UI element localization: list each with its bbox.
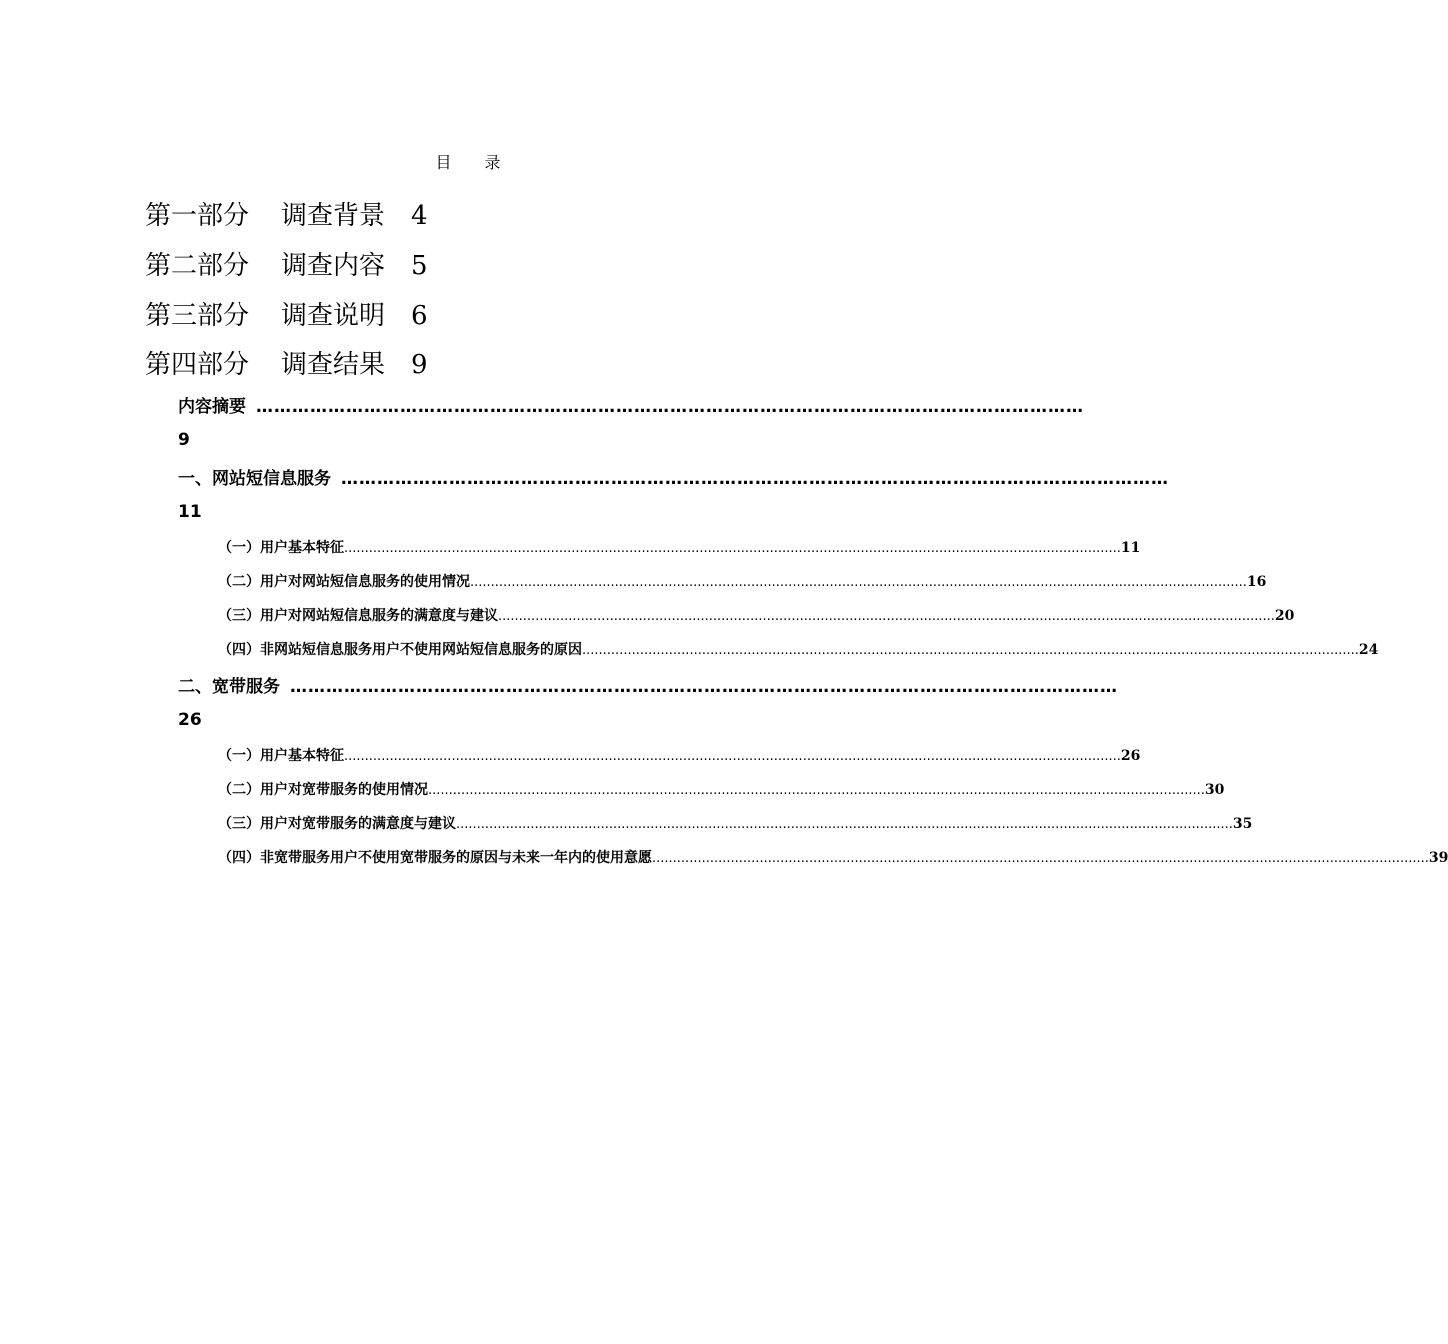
toc-part-4[interactable]: [145, 349, 428, 381]
leader-dots: ............................................................................................................................................................................................: [456, 817, 1233, 832]
toc-part-2[interactable]: [145, 250, 428, 282]
toc-part-1[interactable]: [145, 200, 428, 232]
leader-dots: ............................................................................................................................................................................................: [498, 609, 1275, 624]
entry-label: （二）用户对宽带服务的使用情况: [218, 782, 428, 798]
part-name: 第三部分: [145, 301, 250, 331]
toc-entry[interactable]: [218, 847, 1448, 867]
entry-page: 26: [1120, 748, 1141, 764]
leader-dots: …………………………………………………………………………………………………………………………: [341, 469, 1169, 489]
entry-page: 11: [1120, 540, 1141, 556]
entry-label: （一）用户基本特征: [218, 540, 344, 556]
part-page: 6: [411, 301, 428, 331]
toc-section-2[interactable]: [178, 672, 1118, 697]
summary-label: 内容摘要: [178, 397, 246, 417]
leader-dots: …………………………………………………………………………………………………………………………: [256, 397, 1084, 417]
leader-dots: ............................................................................................................................................................................................: [428, 783, 1205, 798]
part-topic: 调查结果: [281, 350, 386, 380]
section-page: 26: [178, 710, 202, 730]
entry-label: （三）用户对宽带服务的满意度与建议: [218, 816, 456, 832]
toc-entry[interactable]: [218, 745, 1141, 765]
part-topic: 调查背景: [281, 201, 386, 231]
entry-label: （四）非宽带服务用户不使用宽带服务的原因与未来一年内的使用意愿: [218, 850, 652, 866]
toc-title: 目 录: [435, 153, 515, 172]
entry-label: （三）用户对网站短信息服务的满意度与建议: [218, 608, 498, 624]
entry-page: 20: [1274, 608, 1295, 624]
entry-label: （二）用户对网站短信息服务的使用情况: [218, 574, 470, 590]
section-label: 一、网站短信息服务: [178, 469, 331, 489]
leader-dots: ............................................................................................................................................................................................: [344, 541, 1121, 556]
leader-dots: ............................................................................................................................................................................................: [470, 575, 1247, 590]
entry-page: 24: [1358, 642, 1379, 658]
toc-part-3[interactable]: [145, 300, 428, 332]
entry-label: （一）用户基本特征: [218, 748, 344, 764]
toc-entry[interactable]: [218, 571, 1267, 591]
entry-page: 39: [1428, 850, 1448, 866]
toc-entry[interactable]: [218, 605, 1295, 625]
part-topic: 调查说明: [281, 301, 386, 331]
section-label: 二、宽带服务: [178, 677, 280, 697]
part-page: 4: [411, 201, 428, 231]
leader-dots: …………………………………………………………………………………………………………………………: [290, 677, 1118, 697]
entry-page: 30: [1204, 782, 1225, 798]
toc-entry[interactable]: [218, 779, 1225, 799]
leader-dots: ............................................................................................................................................................................................: [582, 643, 1359, 658]
part-name: 第四部分: [145, 350, 250, 380]
section-page: 11: [178, 502, 202, 522]
entry-page: 16: [1246, 574, 1267, 590]
toc-summary[interactable]: [178, 392, 1084, 417]
part-page: 5: [411, 251, 428, 281]
leader-dots: ............................................................................................................................................................................................: [652, 851, 1429, 866]
part-name: 第二部分: [145, 251, 250, 281]
part-page: 9: [411, 350, 428, 380]
leader-dots: ............................................................................................................................................................................................: [344, 749, 1121, 764]
part-name: 第一部分: [145, 201, 250, 231]
toc-entry[interactable]: [218, 537, 1141, 557]
toc-entry[interactable]: [218, 639, 1379, 659]
toc-section-1[interactable]: [178, 464, 1169, 489]
part-topic: 调查内容: [281, 251, 386, 281]
entry-page: 35: [1232, 816, 1253, 832]
summary-page: 9: [178, 430, 190, 450]
toc-entry[interactable]: [218, 813, 1253, 833]
entry-label: （四）非网站短信息服务用户不使用网站短信息服务的原因: [218, 642, 582, 658]
